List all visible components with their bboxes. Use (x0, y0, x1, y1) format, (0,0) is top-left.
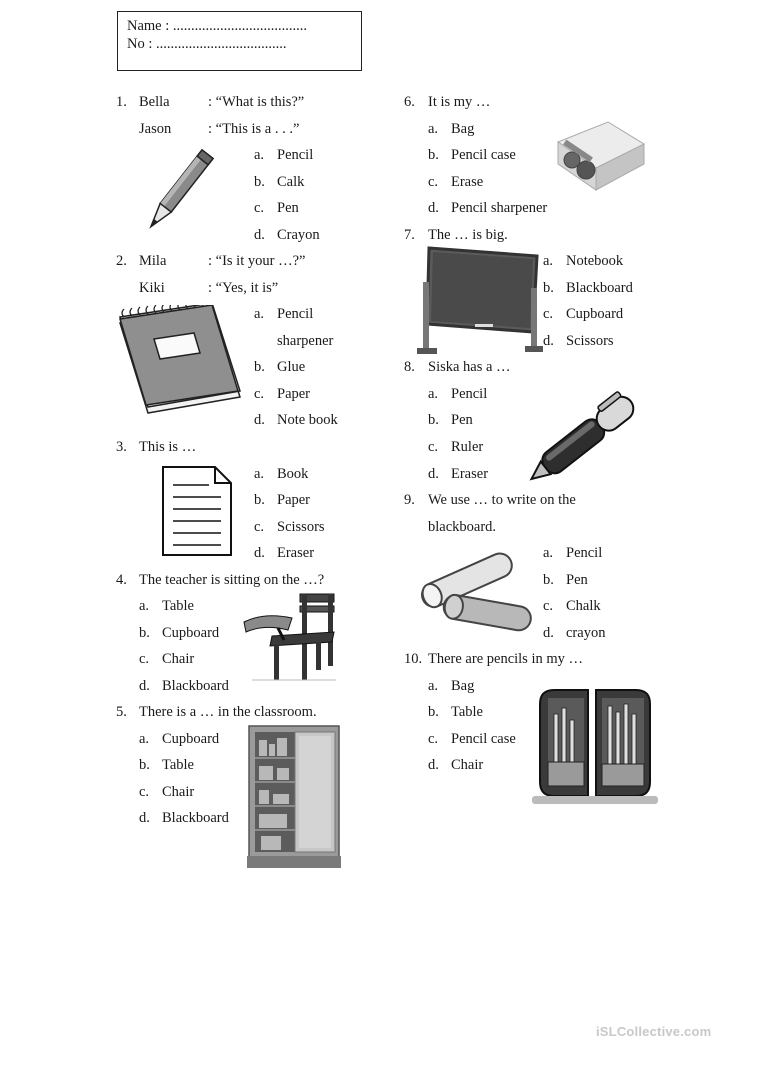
q7-prompt: The … is big. (428, 227, 508, 243)
q2-number: 2. (116, 253, 127, 269)
q5-number: 5. (116, 704, 127, 720)
q5-option-a: Cupboard (162, 731, 220, 747)
q10-option-b: Table (451, 704, 483, 720)
paper-illustration (161, 465, 233, 557)
q10-option-c: Pencil case (451, 731, 516, 747)
q2-line-1: : “Is it your …?” (208, 253, 306, 269)
q8-option-d: Eraser (451, 466, 489, 482)
q5-prompt: There is a … in the classroom. (139, 704, 317, 720)
q1-option-c-letter: c. (254, 200, 265, 216)
q8-option-b-letter: b. (428, 412, 439, 428)
q9-option-a: Pencil (566, 545, 603, 561)
q2-speaker-1: Mila (139, 253, 167, 269)
q1-speaker-2: Jason (139, 121, 172, 137)
q10-option-d-letter: d. (428, 757, 439, 773)
pen-illustration (528, 384, 650, 484)
q1-line-1: : “What is this?” (208, 94, 305, 110)
q6-option-a: Bag (451, 121, 475, 137)
q4-option-a: Table (162, 598, 194, 614)
q1-number: 1. (116, 94, 127, 110)
q10-option-d: Chair (451, 757, 484, 773)
q1-option-a-letter: a. (254, 147, 265, 163)
q3-option-c: Scissors (277, 519, 325, 535)
q6-option-c-letter: c. (428, 174, 439, 190)
q10-option-b-letter: b. (428, 704, 439, 720)
pencil-case-illustration (530, 684, 660, 808)
q1-option-b: Calk (277, 174, 305, 190)
q4-option-d-letter: d. (139, 678, 150, 694)
q8-prompt: Siska has a … (428, 359, 511, 375)
q3-option-b-letter: b. (254, 492, 265, 508)
q8-option-a: Pencil (451, 386, 488, 402)
q8-option-d-letter: d. (428, 466, 439, 482)
q6-option-b: Pencil case (451, 147, 516, 163)
q7-option-d: Scissors (566, 333, 614, 349)
watermark-text: iSLCollective.com (596, 1024, 712, 1039)
pencil-illustration (138, 142, 218, 242)
q7-option-d-letter: d. (543, 333, 554, 349)
q2-option-c-letter: c. (254, 386, 265, 402)
q4-option-c-letter: c. (139, 651, 150, 667)
q6-option-c: Erase (451, 174, 484, 190)
q10-option-a: Bag (451, 678, 475, 694)
q9-option-c-letter: c. (543, 598, 554, 614)
q1-line-2: : “This is a . . .” (208, 121, 300, 137)
q10-number: 10. (404, 651, 423, 667)
q1-option-d-letter: d. (254, 227, 265, 243)
q2-option-d-letter: d. (254, 412, 265, 428)
number-line: No : .................................... (127, 36, 287, 52)
q3-number: 3. (116, 439, 127, 455)
q5-option-c-letter: c. (139, 784, 150, 800)
q8-option-a-letter: a. (428, 386, 439, 402)
q4-option-b-letter: b. (139, 625, 150, 641)
q1-option-b-letter: b. (254, 174, 265, 190)
q8-option-b: Pen (451, 412, 473, 428)
q7-option-c-letter: c. (543, 306, 554, 322)
q2-option-d: Note book (277, 412, 338, 428)
q7-option-a: Notebook (566, 253, 624, 269)
q3-option-b: Paper (277, 492, 311, 508)
q10-prompt: There are pencils in my … (428, 651, 584, 667)
q4-option-d: Blackboard (162, 678, 229, 694)
blackboard-illustration (415, 244, 543, 358)
q3-prompt: This is … (139, 439, 197, 455)
q2-option-c: Paper (277, 386, 311, 402)
notebook-illustration (116, 305, 244, 419)
q2-option-a-continuation: sharpener (277, 333, 334, 349)
q1-option-a: Pencil (277, 147, 314, 163)
q6-option-a-letter: a. (428, 121, 439, 137)
q8-option-c-letter: c. (428, 439, 439, 455)
sharpener-illustration (552, 118, 648, 194)
q9-option-d-letter: d. (543, 625, 554, 641)
q4-option-c: Chair (162, 651, 195, 667)
q3-option-c-letter: c. (254, 519, 265, 535)
q3-option-a-letter: a. (254, 466, 265, 482)
q1-option-d: Crayon (277, 227, 320, 243)
q9-prompt-continuation: blackboard. (428, 519, 497, 535)
cupboard-illustration (247, 724, 343, 870)
q6-number: 6. (404, 94, 415, 110)
q6-option-d: Pencil sharpener (451, 200, 548, 216)
q5-option-b-letter: b. (139, 757, 150, 773)
q7-option-a-letter: a. (543, 253, 554, 269)
q4-option-a-letter: a. (139, 598, 150, 614)
q7-option-b: Blackboard (566, 280, 633, 296)
q8-option-c: Ruler (451, 439, 484, 455)
q9-option-b-letter: b. (543, 572, 554, 588)
q5-option-d: Blackboard (162, 810, 229, 826)
q6-prompt: It is my … (428, 94, 491, 110)
q2-option-a: Pencil (277, 306, 314, 322)
q2-option-b: Glue (277, 359, 306, 375)
q5-option-a-letter: a. (139, 731, 150, 747)
q9-option-a-letter: a. (543, 545, 554, 561)
q7-option-c: Cupboard (566, 306, 624, 322)
q2-speaker-2: Kiki (139, 280, 165, 296)
q10-option-c-letter: c. (428, 731, 439, 747)
q8-number: 8. (404, 359, 415, 375)
q4-number: 4. (116, 572, 127, 588)
q9-number: 9. (404, 492, 415, 508)
q2-option-b-letter: b. (254, 359, 265, 375)
q5-option-b: Table (162, 757, 194, 773)
q10-option-a-letter: a. (428, 678, 439, 694)
q4-prompt: The teacher is sitting on the …? (139, 572, 325, 588)
q9-option-b: Pen (566, 572, 588, 588)
q5-option-c: Chair (162, 784, 195, 800)
q4-option-b: Cupboard (162, 625, 220, 641)
q9-option-c: Chalk (566, 598, 601, 614)
chair-illustration (242, 592, 338, 684)
q9-prompt: We use … to write on the (428, 492, 576, 508)
q6-option-b-letter: b. (428, 147, 439, 163)
q5-option-d-letter: d. (139, 810, 150, 826)
q2-line-2: : “Yes, it is” (208, 280, 279, 296)
name-line: Name : ..................................... (127, 18, 308, 34)
q7-option-b-letter: b. (543, 280, 554, 296)
q3-option-d-letter: d. (254, 545, 265, 561)
q1-speaker-1: Bella (139, 94, 170, 110)
q7-number: 7. (404, 227, 415, 243)
q3-option-d: Eraser (277, 545, 315, 561)
q3-option-a: Book (277, 466, 309, 482)
q1-option-c: Pen (277, 200, 299, 216)
q2-option-a-letter: a. (254, 306, 265, 322)
q9-option-d: crayon (566, 625, 606, 641)
q6-option-d-letter: d. (428, 200, 439, 216)
chalk-illustration (413, 534, 535, 638)
